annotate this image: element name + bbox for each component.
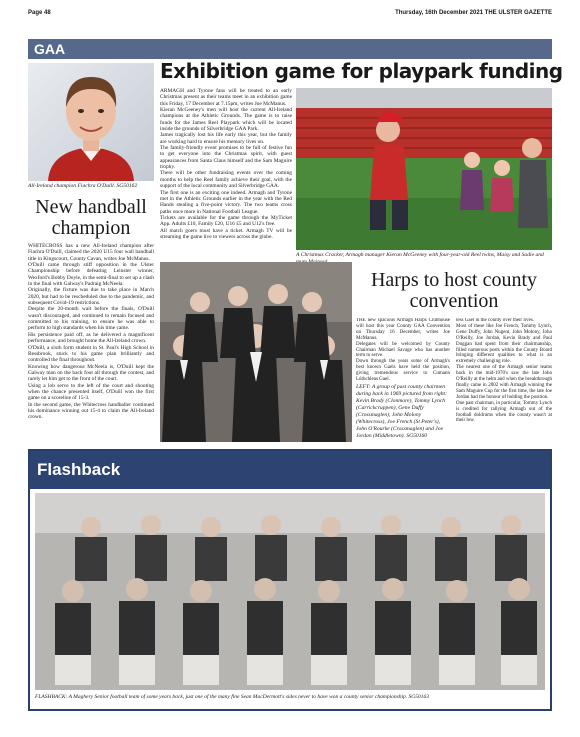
paragraph: less Gael in the county over their lives. [456,318,535,323]
paragraph: All match goers must have a ticket. Armagh TV will be streaming the game live to viewers across the globe. [160,227,292,240]
handball-headline: New handball champion [35,196,147,239]
paragraph: O'Duill came through stiff opposition in the Ulster Championship before defeating Leinster winner, Wexford's Bobby Doyle, in the semi-final to set up a clash in the final with Galway's Padraig McNeela. [28,262,154,288]
exhibition-headline: Exhibition game for playpark funding [160,59,563,83]
paragraph: The nearest one of the Armagh senior teams back in the mid-1970's saw the late John O'Reilly at the helm and when the breakthrough finally came in 2002 with Armagh winning the Sam Maguire Cup for the first time, the late Joe Jordan had the honour of holding the position. [456,365,552,400]
flashback-team-photo [35,493,545,690]
page-number: Page 48 [28,10,51,16]
section-bar [28,39,552,59]
christmas-photo [296,88,552,250]
paragraph: Delegates will be welcomed by County Chairman Michael Savage who has another term to serve. [356,341,450,359]
flashback-header [30,451,550,489]
past-chairmen-photo-image [160,262,352,442]
folio-line [28,10,552,20]
paragraph: There will be other fundraising events over the coming months to help the Reel family achieve their goal, with the support of the local community and Silverbridge GAA. [160,170,292,190]
paragraph: The family-friendly event promises to be full of festive fun to get everyone into the Christmas spirit, with guest appearances from Santa Claus himself and the Sam Maguire trophy. [160,145,292,171]
paragraph: One past chairman, in particular, Tommy Lynch is credited for rallying Armagh out of the football doldrums when the county wasn't at their low. [456,400,552,424]
dateline: Thursday, 16th December 2021 THE ULSTER GAZETTE [395,10,552,16]
flashback-caption: FLASHBACK: A Maghery Senior football team of some years back, just one of the many fine Sean MacDermott's sides never to have won a county senior championship. SG50163 [35,694,430,700]
paragraph: Using a lob serve to the left of the court and shooting when the chance presented itself, O'Duill won the first game on a scoreline of 15-3. [28,382,154,402]
past-chairmen-photo [160,262,352,442]
harps-headline: Harps to host county convention [370,269,538,312]
paragraph: The first one is an exciting one indeed. Armagh and Tyrone met in the Athletic Grounds earlier in the year with the Red Hands stealing a five-point victory. The two teams cross paths once more in National Football League. [160,189,292,215]
section-label: GAA [34,41,66,57]
harps-article-column-1 [356,318,450,442]
paragraph: THE new spacious Armagh Harps Clubhouse will host this year County GAA Convention on Thursday 16 December, writes Joe McManus. [356,318,450,341]
paragraph: Knowing how dangerous McNeela is, O'Duill kept the Galway man on the back foot all through the contest, and rarely let him get to the front of the court. [28,363,154,383]
flashback-panel [28,449,552,711]
handball-photo-caption: All-Ireland champion Fiachra O'Duill. SG50162 [28,183,138,189]
paragraph: His persistence paid off, as he delivered a magnificent performance, and brought home the All-Ireland crown. [28,331,154,345]
paragraph: Despite the 20-month wait before the finals, O'Duill wasn't discouraged, and continued to remain focused and committed to his training, to ensure he was able to perform to high standards when his time came. [28,306,154,332]
harps-article-column-2 [456,318,552,442]
paragraph: In the second game, the Whitecross handballer continued his dominance winning out 15-4 to claim the All-Ireland crown. [28,401,154,421]
paragraph: O'Duill, a sixth form student in St. Paul's High School in Bessbrook, stuck to his game plan brilliantly and controlled the final throughout. [28,344,154,364]
portrait-image [28,63,154,181]
christmas-photo-image [296,88,552,250]
paragraph: Kieran McGeeney's men will host the current All-Ireland champions at the Athletic Grounds. The game is to raise funds for the James Reel Playpark which will be located inside the grounds of Silverbridge GAA Park. [160,107,292,133]
paragraph: Down through the years some of Armagh's best known Gaels have held the position, giving tremendous service to Cumann Lúthchleas Gael. [356,359,450,383]
paragraph: James tragically lost his life early this year, but the family are working hard to ensure his memory lives on. [160,132,292,145]
paragraph: WHITECROSS has a new All-Ireland champion after Fiachra O'Duill, claimed the 2020 U15 four wall handball title in Kingscourt, County Cavan, writes Joe McManus. [28,243,154,262]
exhibition-article-body [160,88,292,258]
paragraph: Originally, the fixture was due to take place in March 2020, but had to be rescheduled due to the pandemic, and subsequent Covid-19 restrictions. [28,287,154,307]
paragraph: ARMAGH and Tyrone fans will be treated to an early Christmas present as their teams meet in an exhibition game this Friday, 17 December at 7.15pm, writes Joe McManus. [160,88,292,107]
handball-article-body [28,243,154,441]
past-chairmen-caption: LEFT: A group of past county chairmen during back in 1969 pictured from right: Kevin Brady (Clonmore), Tommy Lynch (Carrickcruppen), Gene Duffy (Crossmaglen), John Molony (Whitecross), Joe French (St Peter's), John O'Rourke (Crossmaglen) and Joe Jordan (Middletown). SG50160 [356,383,447,439]
paragraph: Tickets are available for the game through the MyTicket App. Adults £10, Family £20, U16 £5 and U12's free. [160,214,292,228]
handball-champion-photo [28,63,154,181]
flashback-title: Flashback [37,460,121,479]
flashback-team-photo-image [35,493,545,690]
paragraph: Most of these like Joe French, Tommy Lynch, Gene Duffy, John Nugent, John Molony, John O'Reilly, Joe Jordan, Kevin Brady and Paul Duggan had spent from their chairmanship, filled numerous posts within the County Board bringing different qualities to what is an extremely challenging role. [456,323,552,365]
christmas-photo-caption: A Christmas Cracker, Armagh manager Kieran McGeeney with four-year-old Reel twins, Maisy and Sadie and [296,252,544,258]
